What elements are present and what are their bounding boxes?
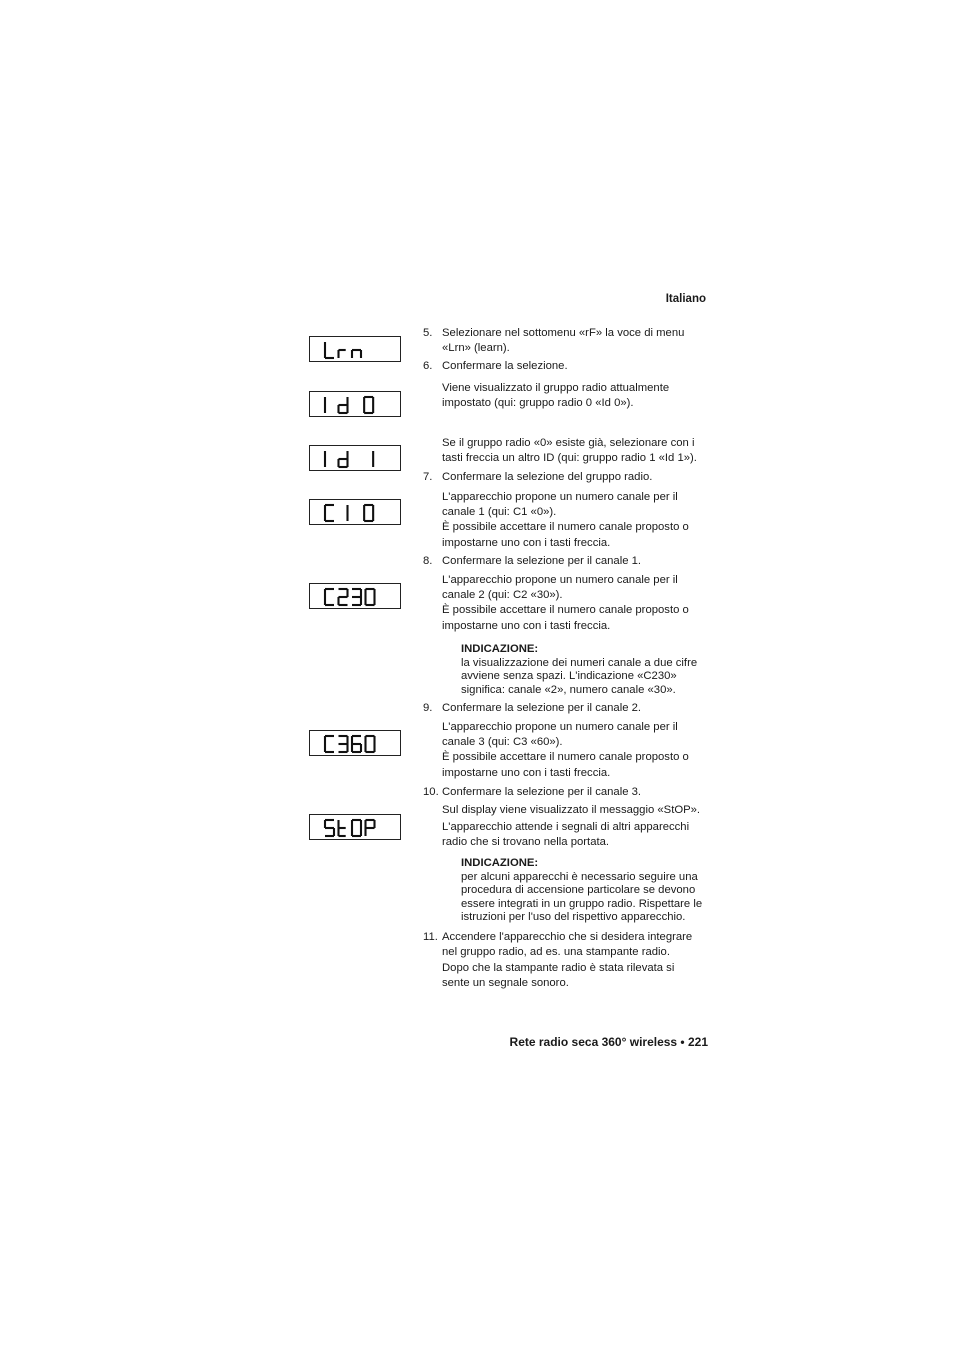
note-1 <box>461 643 697 697</box>
lcd-display-id1 <box>309 445 401 471</box>
text-line: L'apparecchio attende i segnali di altri apparecchi <box>442 821 690 833</box>
step-8-text <box>442 554 641 569</box>
lcd-glyph <box>352 820 361 836</box>
step-7-text <box>442 470 652 485</box>
text-line: Confermare la selezione del gruppo radio. <box>442 471 653 483</box>
step-number-7: 7. <box>423 471 433 483</box>
text-line: impostarne uno con i tasti freccia. <box>442 536 611 549</box>
text-line: L'apparecchio propone un numero canale per il <box>442 721 678 733</box>
text-line: canale 3 (qui: C3 «60»). <box>442 736 563 749</box>
text-line: radio che si trovano nella portata. <box>442 836 610 849</box>
text-line: Viene visualizzato il gruppo radio attualmente <box>442 382 670 394</box>
text-line: È possibile accettare il numero canale proposto o <box>442 604 689 617</box>
text-line: significa: canale «2», numero canale «30». <box>461 683 676 696</box>
text-line: Se il gruppo radio «0» esiste già, selezionare con i <box>442 437 695 449</box>
step-9-text <box>442 701 641 716</box>
lcd-display-id0 <box>309 391 401 417</box>
step-6-text <box>442 359 568 374</box>
text-line: procedura di accensione particolare se devono <box>461 884 696 897</box>
lcd-display-c360 <box>309 730 401 756</box>
step-5-text <box>442 326 684 356</box>
text-line: per alcuni apparecchi è necessario seguire una <box>461 870 698 883</box>
lcd-glyph <box>339 589 348 605</box>
note-title: INDICAZIONE: <box>461 857 539 869</box>
text-line: impostarne uno con i tasti freccia. <box>442 766 611 779</box>
language-label: Italiano <box>665 293 706 305</box>
step-9-result <box>442 720 689 781</box>
step-6-alternative <box>442 436 697 466</box>
lcd-display-lrn <box>309 336 401 362</box>
step-10-text <box>442 785 641 800</box>
lcd-glyph <box>364 397 373 413</box>
lcd-glyph <box>366 736 375 752</box>
step-number-8: 8. <box>423 555 433 567</box>
text-line: L'apparecchio propone un numero canale per il <box>442 574 678 586</box>
text-line: Accendere l'apparecchio che si desidera integrare <box>442 931 693 943</box>
step-number-10: 10. <box>423 786 439 798</box>
text-line: Confermare la selezione per il canale 2. <box>442 702 642 714</box>
text-line: Confermare la selezione. <box>442 360 568 372</box>
lcd-glyph <box>352 350 361 358</box>
lcd-glyph <box>325 505 334 521</box>
lcd-glyph <box>339 736 348 752</box>
lcd-glyph <box>364 505 373 521</box>
lcd-glyph <box>366 589 375 605</box>
text-line: Sul display viene visualizzato il messaggio «StOP». <box>442 804 701 816</box>
text-line: la visualizzazione dei numeri canale a due cifre <box>461 656 698 669</box>
text-line: Dopo che la stampante radio è stata rilevata si <box>442 962 675 974</box>
lcd-glyph <box>325 820 334 836</box>
text-line: «Lrn» (learn). <box>442 342 510 355</box>
lcd-glyph <box>352 736 361 752</box>
lcd-glyph <box>352 589 361 605</box>
step-7-result <box>442 490 689 551</box>
step-number-9: 9. <box>423 702 433 714</box>
lcd-glyph <box>339 451 348 467</box>
lcd-glyph <box>339 820 346 836</box>
step-11-result <box>442 961 674 991</box>
step-number-11: 11. <box>423 931 438 943</box>
step-number-5: 5. <box>423 327 433 339</box>
text-line: sente un segnale sonoro. <box>442 977 569 990</box>
lcd-display-stop <box>309 814 401 840</box>
step-10-message <box>442 803 700 818</box>
text-line: nel gruppo radio, ad es. una stampante radio. <box>442 946 670 959</box>
step-11-text <box>442 930 692 960</box>
lcd-glyph <box>339 397 348 413</box>
note-title: INDICAZIONE: <box>461 643 539 655</box>
text-line: Confermare la selezione per il canale 3. <box>442 786 642 798</box>
text-line: L'apparecchio propone un numero canale per il <box>442 491 678 503</box>
step-6-result <box>442 381 669 411</box>
lcd-display-c230 <box>309 583 401 609</box>
text-line: tasti freccia un altro ID (qui: gruppo radio 1 «Id 1»). <box>442 452 697 465</box>
text-line: Confermare la selezione per il canale 1. <box>442 555 642 567</box>
step-10-result <box>442 820 689 850</box>
lcd-glyph <box>325 589 334 605</box>
text-line: È possibile accettare il numero canale proposto o <box>442 521 689 534</box>
text-line: essere integrati in un gruppo radio. Rispettare le <box>461 897 703 910</box>
text-line: istruzioni per l'uso del rispettivo apparecchio. <box>461 911 686 924</box>
text-line: canale 1 (qui: C1 «0»). <box>442 506 557 519</box>
text-line: impostato (qui: gruppo radio 0 «Id 0»). <box>442 397 634 410</box>
step-8-result <box>442 573 689 634</box>
lcd-glyph <box>366 820 375 836</box>
step-number-6: 6. <box>423 360 433 372</box>
page-footer: Rete radio seca 360° wireless • 221 <box>509 1035 708 1049</box>
note-2 <box>461 857 702 925</box>
text-line: canale 2 (qui: C2 «30»). <box>442 589 563 602</box>
text-line: Selezionare nel sottomenu «rF» la voce di menu <box>442 327 685 339</box>
lcd-glyph <box>339 350 346 358</box>
text-line: È possibile accettare il numero canale proposto o <box>442 751 689 764</box>
text-line: avviene senza spazi. L'indicazione «C230» <box>461 670 677 683</box>
lcd-glyph <box>325 342 334 358</box>
lcd-glyph <box>325 736 334 752</box>
lcd-display-c10 <box>309 499 401 525</box>
text-line: impostarne uno con i tasti freccia. <box>442 619 611 632</box>
